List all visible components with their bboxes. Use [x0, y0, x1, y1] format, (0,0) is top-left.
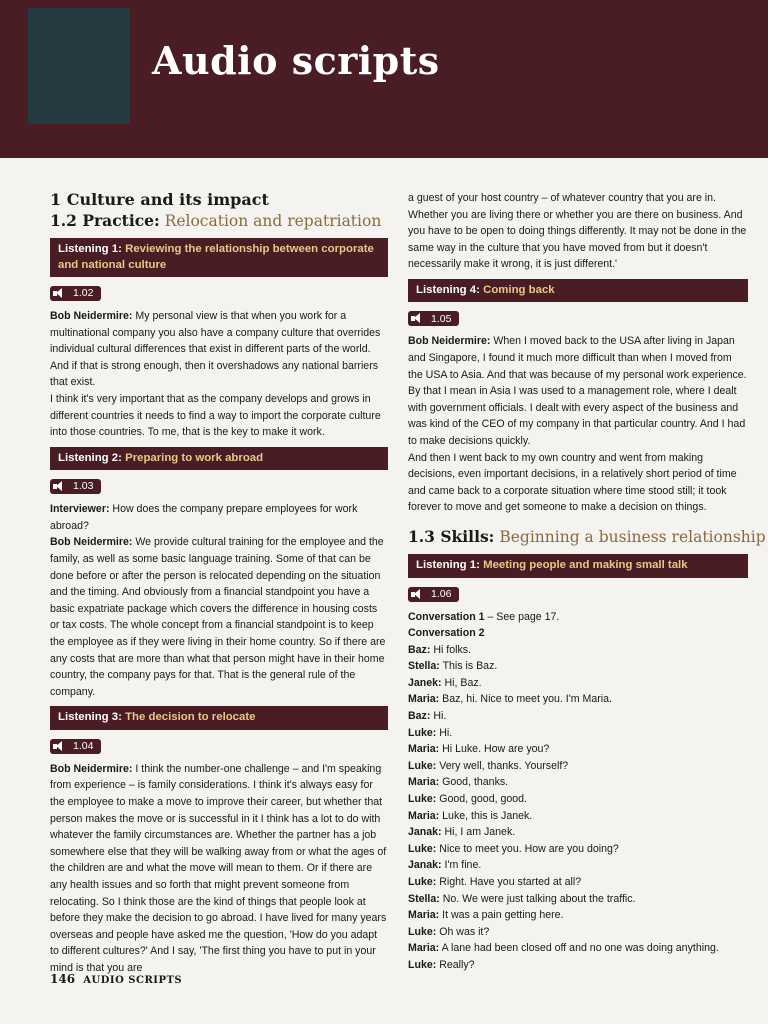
skills-number: 1.3 Skills: — [408, 527, 495, 546]
dialogue-line — [408, 924, 748, 941]
practice-name: Relocation and repatriation — [164, 212, 382, 230]
speaker-icon — [53, 288, 65, 299]
practice-number: 1.2 Practice: — [50, 211, 160, 230]
speaker-name: Maria: — [408, 776, 440, 789]
page-number: 146 — [50, 972, 76, 986]
speaker-line: I think the number-one challenge – and I'm speaking from experience – is family considerations. I think it's always easy for the employee to make a move to improve their career, but whether that person makes the move or is successful in it I think has a lot to do with whatever the family circumstances are. Whether the partner has a job somewhere else that they will be walking away from or what the ages of the children are and what the move will mean to them. Or if there are any health issues and so forth that might prevent someone from relocating. So I think those are the kind of things that people look at before they make the decision to go abroad. I have lived for many years overseas and people have asked me the question, 'How do you adapt to different cultures?' And I say, 'The first thing you have to put in your mind is that you are — [50, 762, 387, 974]
speaker-name: Luke: — [408, 842, 437, 855]
speaker-name: Janek: — [408, 676, 442, 689]
audio-track-tag[interactable] — [50, 479, 101, 494]
speaker-icon — [411, 313, 423, 324]
dialogue-line — [408, 824, 748, 841]
listening-label: Listening 1: — [416, 559, 480, 571]
speaker-line: No. We were just talking about the traffic. — [442, 892, 636, 905]
speaker-name: Bob Neidermire: — [50, 536, 133, 549]
speaker-line: My personal view is that when you work for a multinational company you also have a company culture that overrides individual cultural differences that exist in different parts of the world. And if that is strong enough, then it overshadows any national barriers that exist. — [50, 310, 381, 389]
speaker-name: Interviewer: — [50, 503, 110, 516]
speaker-line: Hi folks. — [433, 643, 472, 656]
speaker-icon — [53, 741, 65, 752]
conversation-note: – See page 17. — [484, 610, 560, 623]
speaker-icon — [411, 589, 423, 600]
dialogue-line — [408, 675, 748, 692]
speaker-line: Very well, thanks. Yourself? — [439, 759, 569, 772]
left-column — [50, 190, 388, 977]
speaker-line: When I moved back to the USA after living in Japan and Singapore, I found it much more difficult than when I moved from the USA to Asia. And that was because of my personal work experience. By that I mean in Asia I was used to a management role, where I dealt with government officials. I dealt with every aspect of the business and was kind of the CEO of my company in that particular country. And I had to make decisions quickly. — [408, 335, 747, 448]
speaker-name: Luke: — [408, 958, 437, 971]
dialogue-line — [408, 808, 748, 825]
speaker-line: I'm fine. — [444, 859, 482, 872]
speaker-name: Bob Neidermire: — [408, 335, 491, 348]
script-paragraph — [50, 501, 388, 534]
conversation-2-label: Conversation 2 — [408, 627, 485, 640]
audio-track-tag[interactable] — [50, 286, 101, 301]
speaker-line: It was a pain getting here. — [442, 909, 564, 922]
dialogue-line — [408, 891, 748, 908]
conversation-label: Conversation 1 — [408, 610, 485, 623]
listening-2-heading — [50, 447, 388, 471]
page-header — [0, 0, 768, 158]
dialogue-line — [408, 725, 748, 742]
track-number: 1.02 — [73, 287, 94, 300]
speaker-line: Nice to meet you. How are you doing? — [439, 842, 619, 855]
speaker-name: Luke: — [408, 925, 437, 938]
practice-heading — [50, 210, 388, 232]
audio-track-tag[interactable] — [408, 587, 459, 602]
listening-label: Listening 2: — [58, 451, 122, 464]
footer-label: AUDIO SCRIPTS — [83, 975, 183, 986]
speaker-name: Maria: — [408, 942, 440, 955]
speaker-line: Hi. — [439, 726, 453, 739]
dialogue-line — [408, 741, 748, 758]
dialogue-line — [408, 940, 748, 957]
speaker-name: Luke: — [408, 726, 437, 739]
speaker-line: Luke, this is Janek. — [442, 809, 533, 822]
script-paragraph: And then I went back to my own country and went from making decisions, even important decisions, in a relatively short period of time and came back to a corporate situation where time stood still; it took forever to move and get someone to make a decision on things. — [408, 451, 737, 514]
script-paragraph — [50, 761, 388, 977]
conversation-1-line — [408, 609, 748, 626]
listening-1-heading — [50, 238, 388, 277]
track-number: 1.06 — [431, 587, 452, 600]
speaker-line: Hi. — [433, 710, 447, 723]
speaker-line: Hi, Baz. — [444, 676, 482, 689]
dialogue-line — [408, 774, 748, 791]
skills-name: Beginning a business relationship — [499, 528, 766, 546]
speaker-name: Luke: — [408, 793, 437, 806]
listening-name: Meeting people and making small talk — [483, 559, 688, 571]
listening-name: The decision to relocate — [125, 711, 256, 724]
header-decor-block — [28, 8, 130, 124]
dialogue-line — [408, 907, 748, 924]
script-paragraph — [50, 534, 388, 700]
dialogue-line — [408, 658, 748, 675]
dialogue-line — [408, 758, 748, 775]
speaker-name: Luke: — [408, 759, 437, 772]
speaker-line: Good, thanks. — [442, 776, 509, 789]
speaker-line: Baz, hi. Nice to meet you. I'm Maria. — [442, 693, 612, 706]
speaker-name: Maria: — [408, 809, 440, 822]
speaker-name: Baz: — [408, 710, 431, 723]
track-number: 1.05 — [431, 312, 452, 325]
listening-3-heading — [50, 706, 388, 730]
listening-label: Listening 4: — [416, 283, 480, 296]
audio-track-tag[interactable] — [408, 311, 459, 326]
listening-label: Listening 1: — [58, 243, 122, 255]
audio-track-tag[interactable] — [50, 739, 101, 754]
listening-5-heading — [408, 554, 748, 578]
right-column — [408, 190, 766, 974]
speaker-name: Maria: — [408, 693, 440, 706]
listening-name: Reviewing the relationship between corporate and national culture — [58, 243, 374, 271]
speaker-line: Oh was it? — [439, 925, 490, 938]
page-footer — [50, 972, 182, 986]
speaker-name: Janak: — [408, 826, 442, 839]
unit-title: 1 Culture and its impact — [50, 190, 269, 209]
dialogue-list — [408, 642, 748, 974]
speaker-name: Bob Neidermire: — [50, 310, 133, 322]
speaker-line: How does the company prepare employees for work abroad? — [50, 503, 358, 532]
speaker-line: Good, good, good. — [439, 793, 527, 806]
listening-name: Coming back — [483, 283, 555, 296]
speaker-name: Bob Neidermire: — [50, 762, 133, 775]
script-paragraph — [50, 308, 388, 391]
script-paragraph: I think it's very important that as the company develops and grows in different countries it needs to find a way to import the corporate culture into those countries. To me, that is the key to make it work. — [50, 392, 381, 439]
speaker-line: A lane had been closed off and no one was doing anything. — [441, 942, 719, 955]
page-title: Audio scripts — [152, 38, 440, 83]
speaker-line: Right. Have you started at all? — [439, 876, 582, 888]
dialogue-line — [408, 791, 748, 808]
listening-label: Listening 3: — [58, 711, 122, 724]
skills-heading — [408, 526, 766, 548]
dialogue-line — [408, 857, 748, 874]
listening-4-heading — [408, 279, 748, 303]
script-paragraph: a guest of your host country – of whatever country that you are in. Whether you are living there or whether you are there on business. And you have to be open to doing things differently. It may not be done in the same way in the culture that you have moved from but it doesn't necessarily make it wrong, it is just different.' — [408, 192, 747, 271]
speaker-name: Baz: — [408, 643, 431, 656]
speaker-name: Maria: — [408, 743, 440, 756]
listening-name: Preparing to work abroad — [125, 451, 264, 464]
dialogue-line — [408, 691, 748, 708]
speaker-line: We provide cultural training for the employee and the family, as well as some basic language training. Some of that can be done before or after the person is relocated depending on the situation and the timing. And obviously from a financial standpoint you have a basic expatriate package which covers the difference in housing costs or tax costs. The whole concept from a financial standpoint is to keep the employee as if they were living in their home country. So if there are any costs that are more than what that person might have in their home country, the company pays for that. That is the general rule of the company. — [50, 536, 386, 698]
track-number: 1.03 — [73, 480, 94, 493]
dialogue-line — [408, 841, 748, 858]
speaker-line: Hi Luke. How are you? — [442, 743, 550, 756]
track-number: 1.04 — [73, 740, 94, 753]
speaker-name: Stella: — [408, 660, 440, 673]
dialogue-line — [408, 874, 748, 891]
speaker-name: Maria: — [408, 909, 440, 922]
speaker-line: Hi, I am Janek. — [444, 826, 516, 839]
speaker-name: Janak: — [408, 859, 442, 872]
speaker-icon — [53, 481, 65, 492]
script-paragraph — [408, 333, 748, 449]
speaker-line: This is Baz. — [442, 660, 498, 673]
speaker-name: Stella: — [408, 892, 440, 905]
speaker-line: Really? — [439, 958, 475, 971]
speaker-name: Luke: — [408, 876, 437, 888]
dialogue-line — [408, 957, 748, 974]
dialogue-line — [408, 708, 748, 725]
dialogue-line — [408, 642, 748, 659]
